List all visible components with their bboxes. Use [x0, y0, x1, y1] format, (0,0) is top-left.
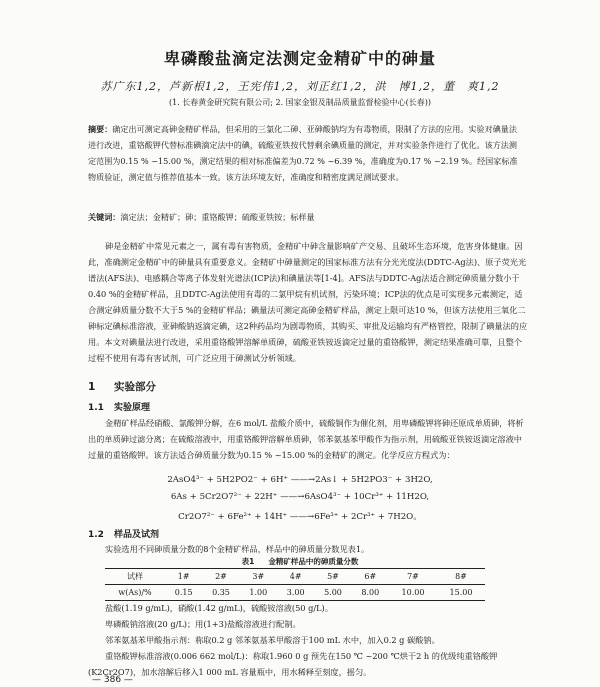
- section-heading-1-2: [88, 527, 159, 540]
- keywords: [88, 209, 518, 225]
- section-heading-1-1: [88, 400, 150, 413]
- abstract-text: 确定出可测定高砷金精矿样品，但采用的三氯化二砷、亚砷酸钠均为有毒物质，限制了方法的应用。实验对碘量法进行改进，重铬酸钾代替标准碘滴定法中的碘，硫酸亚铁按代替剩余碘质量的测定，并对实验条件进行了优化。该方法测定范围为0.15 % ~15.00 %，测定结果的相对标准偏差为0.72 % ~6.39 %，准确度为0.17 % ~2.19 %。经国家标准物质验证，测定值与推荐值基本一致。该方法环境友好，准确度和精密度满足测试要求。: [88, 124, 518, 182]
- subsection-number: 1.1: [88, 403, 104, 413]
- equation-2: 6As + 5Cr2O7²⁻ + 22H⁺ ——→6AsO4³⁻ + 10Cr³⁺ + 11H2O,: [170, 492, 430, 502]
- section-heading-1: [88, 379, 156, 394]
- intro-paragraph: 砷是金精矿中常见元素之一，属有毒有害物质，金精矿中砷含量影响矿产交易、且破坏生态环境，危害身体健康。因此，准确测定金精矿中的砷量具有重要意义。金精矿中砷量测定的国家标准方法有分光光度法(DDTC-Ag法)、原子荧光光谱法(AFS法)、电感耦合等离子体发射光谱法(ICP法)和碘量法等[1-4]。AFS法与DDTC-Ag法适合测定砷质量分数小于0.40 %的金精矿样品，且DDTC-Ag法使用有毒的二氯甲烷有机试剂，污染环境；ICP法的优点是可实现多元素测定，适合测定砷质量分数不大于5 %的金精矿样品；碘量法可测定高砷金精矿样品，测定上限可达10 %，但该方法使用三氧化二砷标定碘标准溶液，亚砷酸钠返滴定碘，这2种药品均为剧毒物质，其购买、审批及运输均有严格管控，限制了碘量法的应用。本文对碘量法进行改进，采用重铬酸钾溶解单质砷，硫酸亚铁铵返滴定过量的重铬酸钾，测定结果准确可靠，且整个过程不使用有毒有害试剂，可广泛应用于砷测试分析领域。: [88, 241, 528, 363]
- sample-table: [105, 568, 485, 601]
- table-header-cell: 7#: [389, 569, 437, 585]
- table-cell: 8.00: [352, 585, 389, 601]
- affiliation: (1. 长春黄金研究院有限公司; 2. 国家金银及制品质量监督检验中心(长春)): [168, 98, 432, 107]
- paper-title: 卑磷酸盐滴定法测定金精矿中的砷量: [163, 49, 436, 68]
- table-cell: 1.00: [240, 585, 277, 601]
- table-row-label: w(As)/%: [105, 585, 165, 601]
- table-header-row: [105, 569, 485, 585]
- table-cell: 10.00: [389, 585, 437, 601]
- abstract-label: 摘要：: [88, 124, 113, 134]
- samples-text: 实验选用不同砷质量分数的8个金精矿样品，样品中的砷质量分数见表1。: [105, 544, 370, 554]
- table-header-cell: 3#: [240, 569, 277, 585]
- page-number: — 386 —: [92, 675, 133, 685]
- principle-paragraph: [88, 415, 530, 463]
- table-label: 表1: [241, 557, 255, 566]
- table-header-cell: 4#: [277, 569, 314, 585]
- reagent-item: 重铬酸钾标准溶液(0.006 662 mol/L)：称取1.960 0 g 预先在150 ℃ ~200 ℃烘干2 h 的优级纯重铬酸钾(K2Cr2O7)，加水溶解后移入1 000 mL 容量瓶中，用水稀释至刻度，摇匀。: [88, 651, 498, 677]
- table-row: [105, 585, 485, 601]
- table-header-cell: 试样: [105, 569, 165, 585]
- subsection-title: 实验原理: [114, 403, 151, 413]
- principle-text: 金精矿样品经硝酸、氯酸钾分解，在6 mol/L 盐酸介质中，硫酸铜作为催化剂，用卑磷酸钾将砷还原成单质砷，将析出的单质砷过滤分离；在硫酸溶液中，用重铬酸钾溶解单质砷，邻苯氨基苯甲酸作为指示剂，用硫酸亚铁铵返滴定溶液中过量的重铬酸钾。该方法适合砷质量分数为0.15 % ~15.00 %的金精矿的测定。化学反应方程式为：: [88, 418, 524, 460]
- abstract: [88, 121, 518, 185]
- table-cell: 3.00: [277, 585, 314, 601]
- equation-1: 2AsO4³⁻ + 5H2PO2⁻ + 6H⁺ ——→2As↓ + 5H2PO3⁻ + 3H2O,: [167, 475, 433, 485]
- table-cell: 5.00: [314, 585, 351, 601]
- table-cell: 15.00: [437, 585, 485, 601]
- keywords-label: 关键词：: [88, 212, 121, 222]
- table-cell: 0.15: [165, 585, 202, 601]
- subsection-number: 1.2: [88, 530, 104, 540]
- keywords-text: 滴定法；金精矿；砷；重铬酸钾；硫酸亚铁铵；标样量: [120, 212, 315, 222]
- samples-paragraph: [88, 541, 530, 557]
- reagent-item: 邻苯氨基苯甲酸指示剂：称取0.2 g 邻苯氨基苯甲酸溶于100 mL 水中，加入0.2 g 碳酸钠。: [105, 635, 440, 645]
- reagent-item: 盐酸(1.19 g/mL)，硝酸(1.42 g/mL)，硫酸铵溶液(50 g/L)。: [105, 603, 333, 613]
- reagent-item: 卑磷酸钠溶液(20 g/L)；用(1+3)盐酸溶液进行配制。: [105, 619, 301, 629]
- table-header-cell: 8#: [437, 569, 485, 585]
- table-header-cell: 5#: [314, 569, 351, 585]
- table-header-cell: 1#: [165, 569, 202, 585]
- equation-3: Cr2O7²⁻ + 6Fe²⁺ + 14H⁺ ——→6Fe³⁺ + 2Cr³⁺ + 7H2O。: [178, 512, 422, 522]
- subsection-title: 样品及试剂: [114, 530, 160, 540]
- table-header-cell: 6#: [352, 569, 389, 585]
- section-title: 实验部分: [114, 381, 156, 393]
- section-number: 1: [88, 381, 96, 393]
- reagents-list: [88, 600, 530, 680]
- introduction: [88, 238, 530, 366]
- author-list: 苏广东1,2，芦新根1,2，王宪伟1,2，刘正红1,2，洪 博1,2，董 爽1,2: [100, 80, 500, 93]
- table-cell: 0.35: [202, 585, 239, 601]
- table-caption-text: 金精矿样品中的砷质量分数: [268, 557, 359, 566]
- table-header-cell: 2#: [202, 569, 239, 585]
- table-caption: [0, 556, 600, 567]
